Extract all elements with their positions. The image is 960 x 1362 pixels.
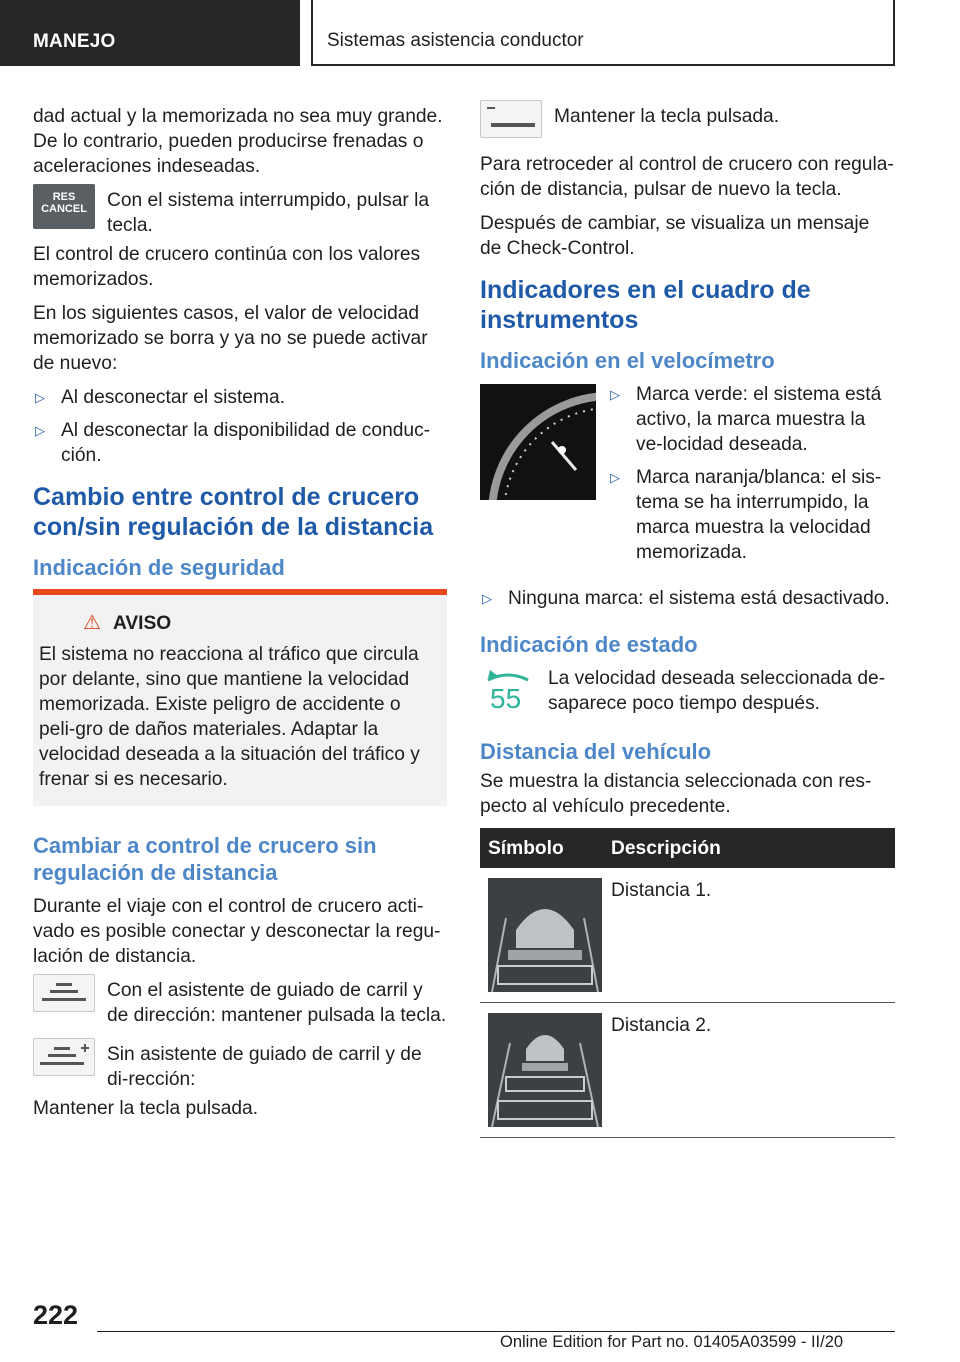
table-header: Descripción: [603, 828, 895, 868]
paragraph: Para retroceder al control de crucero con regula-ción de distancia, pulsar de nuevo la tecla.: [480, 154, 894, 200]
paragraph: En los siguientes casos, el valor de velocidad memorizado se borra y ya no se puede activar de nuevo:: [33, 303, 428, 374]
hold-key-row: [480, 104, 895, 138]
speedometer-list: [608, 382, 895, 573]
list-item: [480, 586, 895, 611]
warning-box: [33, 589, 447, 806]
res-cancel-button-icon: [33, 184, 95, 229]
list-item-text: Marca verde: el sistema está activo, la marca muestra la ve-locidad deseada.: [636, 384, 882, 455]
cancel-label: CANCEL: [41, 203, 87, 215]
header-chapter: Sistemas asistencia conductor: [327, 30, 584, 51]
footer-divider: [97, 1331, 895, 1332]
subsection-heading: Cambiar a control de crucero sin regulación de distancia: [33, 833, 377, 885]
res-cancel-row: [33, 188, 447, 238]
distance-table: [480, 828, 895, 1138]
triangle-bullet-icon: ▷: [35, 390, 45, 405]
subsection-heading: Indicación en el velocímetro: [480, 348, 775, 373]
paragraph: Durante el viaje con el control de crucero acti-vado es posible conectar y desconectar la regu-lación de distancia.: [33, 896, 441, 967]
header-chapter-tab: [311, 0, 895, 66]
section-heading: Cambio entre control de crucero con/sin regulación de la distancia: [33, 483, 434, 541]
speedometer-image: [480, 384, 596, 500]
section-heading: Indicadores en el cuadro de instrumentos: [480, 276, 811, 334]
distance-button-icon: [33, 974, 95, 1012]
no-lane-assist-text: Sin asistente de guiado de carril y de di-rección:: [107, 1044, 422, 1090]
list-item-text: Marca naranja/blanca: el sis-tema se ha interrumpido, la marca muestra la velocidad memorizada.: [636, 467, 882, 563]
bullet-list: [33, 385, 447, 468]
triangle-bullet-icon: ▷: [610, 470, 620, 485]
car-distance-2-icon: [488, 1013, 602, 1127]
hold-key-text: Mantener la tecla pulsada.: [554, 106, 780, 127]
warning-text: El sistema no reacciona al tráfico que circula por delante, sino que mantiene la velocidad memorizada. Existe peligro de accidente o peli-gro de daños materiales. Adaptar la velocidad deseada a la situación del tráfico y frenar si es necesario.: [39, 644, 420, 790]
state-text: La velocidad deseada seleccionada de-saparece poco tiempo después.: [548, 668, 886, 714]
lane-assist-text: Con el asistente de guiado de carril y de dirección: mantener pulsada la tecla.: [107, 980, 447, 1026]
list-item: [608, 465, 895, 565]
header-section-tab: [0, 0, 300, 66]
table-header: Símbolo: [480, 828, 603, 868]
subsection-heading: Indicación de seguridad: [33, 555, 285, 580]
paragraph: El control de crucero continúa con los valores memorizados.: [33, 244, 421, 290]
paragraph: dad actual y la memorizada no sea muy grande. De lo contrario, pueden producirse frenadas o aceleraciones indeseadas.: [33, 106, 443, 177]
warning-title-text: AVISO: [112, 613, 172, 634]
distance-bars-icon: [34, 975, 94, 1011]
right-column: [480, 104, 895, 1138]
distance-1-image: [488, 878, 602, 992]
table-cell-description: Distancia 2.: [603, 1003, 895, 1138]
speed-value: 55: [490, 683, 522, 714]
list-item-text: Al desconectar el sistema.: [61, 387, 285, 408]
distance-2-image: [488, 1013, 602, 1127]
table-cell-symbol: [480, 1003, 603, 1138]
paragraph: Después de cambiar, se visualiza un mensaje de Check-Control.: [480, 213, 870, 259]
warning-triangle-icon: ⚠: [83, 612, 101, 634]
page-number: 222: [33, 1300, 79, 1330]
speedometer-block: [480, 382, 895, 582]
speed-status-icon: [480, 666, 536, 720]
table-header-row: [480, 828, 895, 868]
triangle-bullet-icon: ▷: [610, 387, 620, 402]
bullet-list: [480, 586, 895, 611]
table-cell-description: Distancia 1.: [603, 868, 895, 1003]
list-item-text: Ninguna marca: el sistema está desactivado.: [508, 588, 890, 609]
table-row: [480, 1003, 895, 1138]
subsection-heading: Indicación de estado: [480, 632, 698, 657]
res-cancel-text: Con el sistema interrumpido, pulsar la tecla.: [107, 190, 430, 236]
warning-title: [39, 611, 441, 636]
res-label: RES: [52, 191, 76, 203]
lane-assist-row: [33, 978, 447, 1028]
speedometer-icon: [480, 384, 596, 500]
distance-minus-button-icon: [480, 100, 542, 138]
no-lane-assist-row: [33, 1042, 447, 1092]
list-item: [33, 418, 447, 468]
triangle-bullet-icon: ▷: [35, 423, 45, 438]
paragraph: Mantener la tecla pulsada.: [33, 1098, 259, 1119]
triangle-bullet-icon: ▷: [482, 591, 492, 606]
left-column: [33, 104, 447, 1130]
distance-button-icon: [33, 1038, 95, 1076]
car-distance-1-icon: [488, 878, 602, 992]
list-item: [608, 382, 895, 457]
list-item: [33, 385, 447, 410]
table-cell-symbol: [480, 868, 603, 1003]
subsection-heading: Distancia del vehículo: [480, 739, 712, 764]
table-row: [480, 868, 895, 1003]
footer-edition: Online Edition for Part no. 01405A03599 - II/20: [500, 1333, 844, 1351]
state-row: [480, 666, 895, 720]
distance-minus-icon: [481, 101, 541, 137]
list-item-text: Al desconectar la disponibilidad de conduc-ción.: [61, 420, 431, 466]
paragraph: Se muestra la distancia seleccionada con res-pecto al vehículo precedente.: [480, 771, 872, 817]
distance-plus-icon: [34, 1039, 94, 1075]
header-section: MANEJO: [33, 31, 116, 52]
